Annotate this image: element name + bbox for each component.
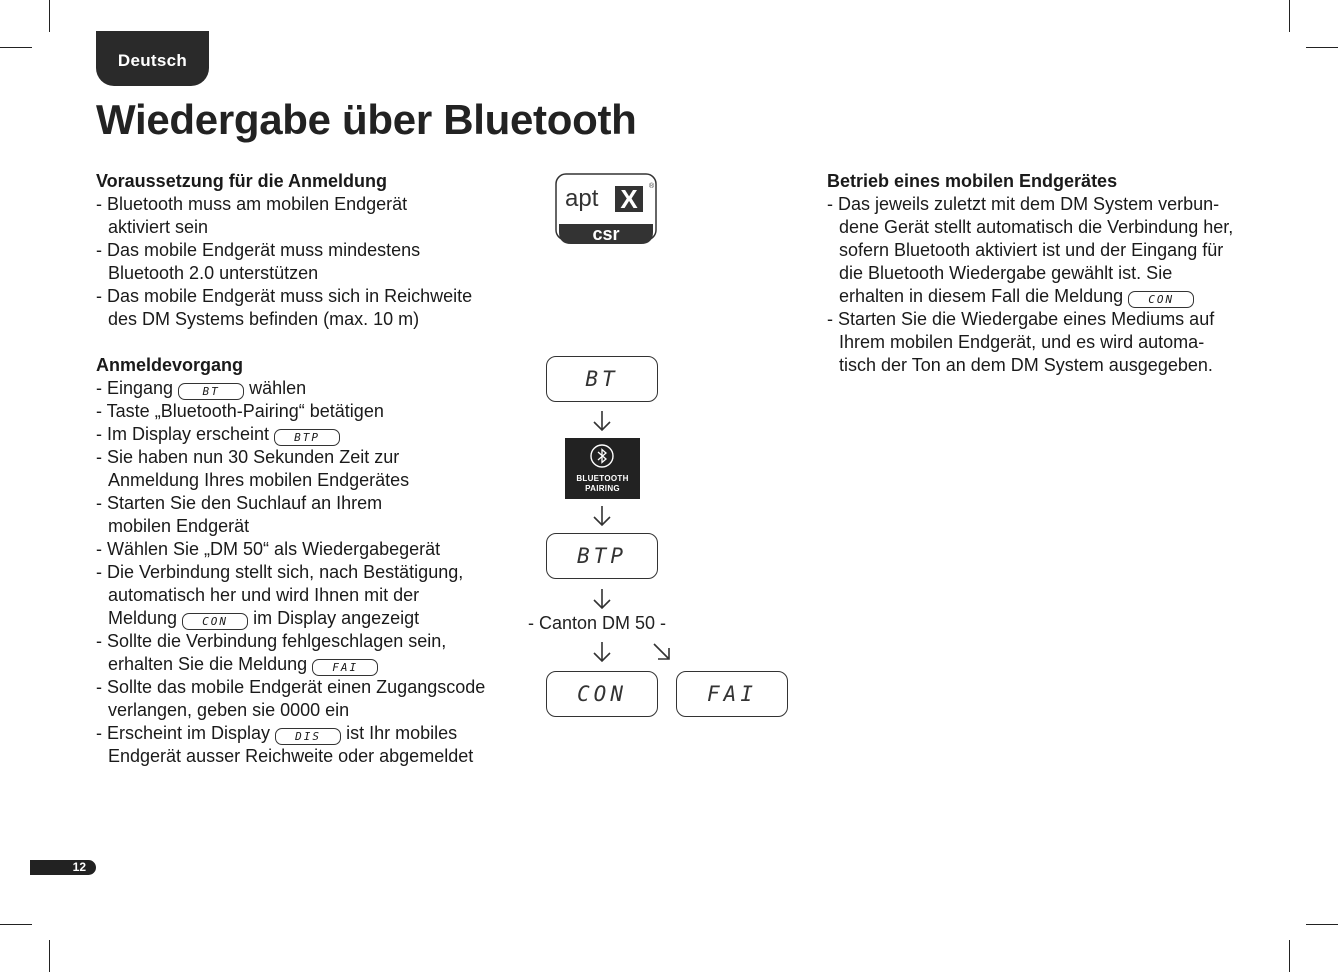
section-heading-operation: Betrieb eines mobilen Endgerätes bbox=[827, 171, 1118, 191]
item-text: ist Ihr mobiles Endgerät ausser Reichweite oder abgemeldet bbox=[108, 723, 474, 766]
display-fai: FAI bbox=[676, 671, 788, 717]
logo-csr-text: csr bbox=[592, 224, 620, 244]
display-btp: BTP bbox=[546, 533, 658, 579]
arrow-down-right-icon bbox=[650, 640, 674, 664]
language-tab: Deutsch bbox=[96, 31, 209, 86]
list-item: - Das mobile Endgerät muss mindestens Bluetooth 2.0 unterstützen bbox=[96, 239, 438, 285]
crop-mark bbox=[1289, 0, 1290, 32]
crop-mark bbox=[0, 47, 32, 48]
logo-x-text: X bbox=[620, 184, 638, 214]
crop-mark bbox=[1289, 940, 1290, 972]
operation-list bbox=[827, 193, 1237, 377]
section-heading-pairing: Anmeldevorgang bbox=[96, 355, 244, 375]
item-text: Das jeweils zuletzt mit dem DM System verbundene Gerät stellt automatisch die Verbindung her, sofern Bluetooth aktiviert ist und der Eingang für die Bluetooth Wiedergabe gewählt ist. Sie erhalten in diesem Fall die Meldung bbox=[838, 194, 1234, 306]
list-item: - Taste „Bluetooth-Pairing“ betätigen bbox=[96, 400, 496, 423]
item-text: im Display angezeigt bbox=[253, 608, 420, 628]
fai-display-code: FAI bbox=[312, 659, 378, 676]
page-number: 12 bbox=[30, 860, 96, 875]
list-item bbox=[96, 423, 496, 446]
con-display-code: CON bbox=[1128, 291, 1194, 308]
btp-display-code: BTP bbox=[274, 429, 340, 446]
arrow-down-icon bbox=[590, 504, 614, 528]
pairing-label-line2: PAIRING bbox=[585, 484, 620, 493]
crop-mark bbox=[0, 924, 32, 925]
item-text: Im Display erscheint bbox=[107, 424, 270, 444]
item-text: Sollte die Verbindung fehlgeschlagen sein, erhalten Sie die Meldung bbox=[107, 631, 447, 674]
list-item: - Das mobile Endgerät muss sich in Reichweite des DM Systems befinden (max. 10 m) bbox=[96, 285, 493, 331]
list-item bbox=[96, 722, 493, 768]
bluetooth-pairing-button bbox=[565, 438, 640, 499]
bt-display-code: BT bbox=[178, 383, 244, 400]
bluetooth-icon bbox=[589, 443, 615, 469]
list-item: - Sollte das mobile Endgerät einen Zugangscode verlangen, geben sie 0000 ein bbox=[96, 676, 508, 722]
crop-mark bbox=[1306, 47, 1338, 48]
crop-mark bbox=[49, 0, 50, 32]
item-text: Eingang bbox=[107, 378, 174, 398]
pairing-label-line1: BLUETOOTH bbox=[576, 474, 629, 483]
list-item: - Sie haben nun 30 Sekunden Zeit zur Anmeldung Ihres mobilen Endgerätes bbox=[96, 446, 458, 492]
list-item: - Bluetooth muss am mobilen Endgerät aktiviert sein bbox=[96, 193, 428, 239]
list-item bbox=[96, 630, 473, 676]
prerequisites-list bbox=[96, 193, 496, 331]
list-item: - Wählen Sie „DM 50“ als Wiedergabegerät bbox=[96, 538, 496, 561]
logo-apt-text: apt bbox=[565, 185, 599, 212]
item-text: wählen bbox=[249, 378, 307, 398]
con-display-code: CON bbox=[182, 613, 248, 630]
crop-mark bbox=[1306, 924, 1338, 925]
list-item bbox=[96, 561, 488, 630]
device-name-caption: - Canton DM 50 - bbox=[528, 613, 667, 633]
left-column bbox=[96, 170, 496, 768]
aptx-csr-logo bbox=[555, 172, 657, 248]
dis-display-code: DIS bbox=[275, 728, 341, 745]
right-column bbox=[827, 170, 1237, 377]
display-bt: BT bbox=[546, 356, 658, 402]
list-item bbox=[827, 193, 1237, 308]
arrow-down-icon bbox=[590, 640, 614, 664]
item-text: Die Verbindung stellt sich, nach Bestätigung, automatisch her und wird Ihnen mit der Meldung bbox=[107, 562, 464, 628]
list-item: - Starten Sie die Wiedergabe eines Mediums auf Ihrem mobilen Endgerät, und es wird automatisch der Ton an dem DM System ausgegeben. bbox=[827, 308, 1234, 377]
display-con: CON bbox=[546, 671, 658, 717]
list-item bbox=[96, 377, 496, 400]
list-item: - Starten Sie den Suchlauf an Ihrem mobilen Endgerät bbox=[96, 492, 408, 538]
arrow-down-icon bbox=[590, 409, 614, 433]
crop-mark bbox=[49, 940, 50, 972]
page-title: Wiedergabe über Bluetooth bbox=[96, 96, 637, 143]
section-heading-prerequisites: Voraussetzung für die Anmeldung bbox=[96, 171, 388, 191]
item-text: Erscheint im Display bbox=[107, 723, 271, 743]
arrow-down-icon bbox=[590, 587, 614, 611]
logo-reg-mark: ® bbox=[649, 183, 655, 190]
pairing-steps-list bbox=[96, 377, 496, 768]
